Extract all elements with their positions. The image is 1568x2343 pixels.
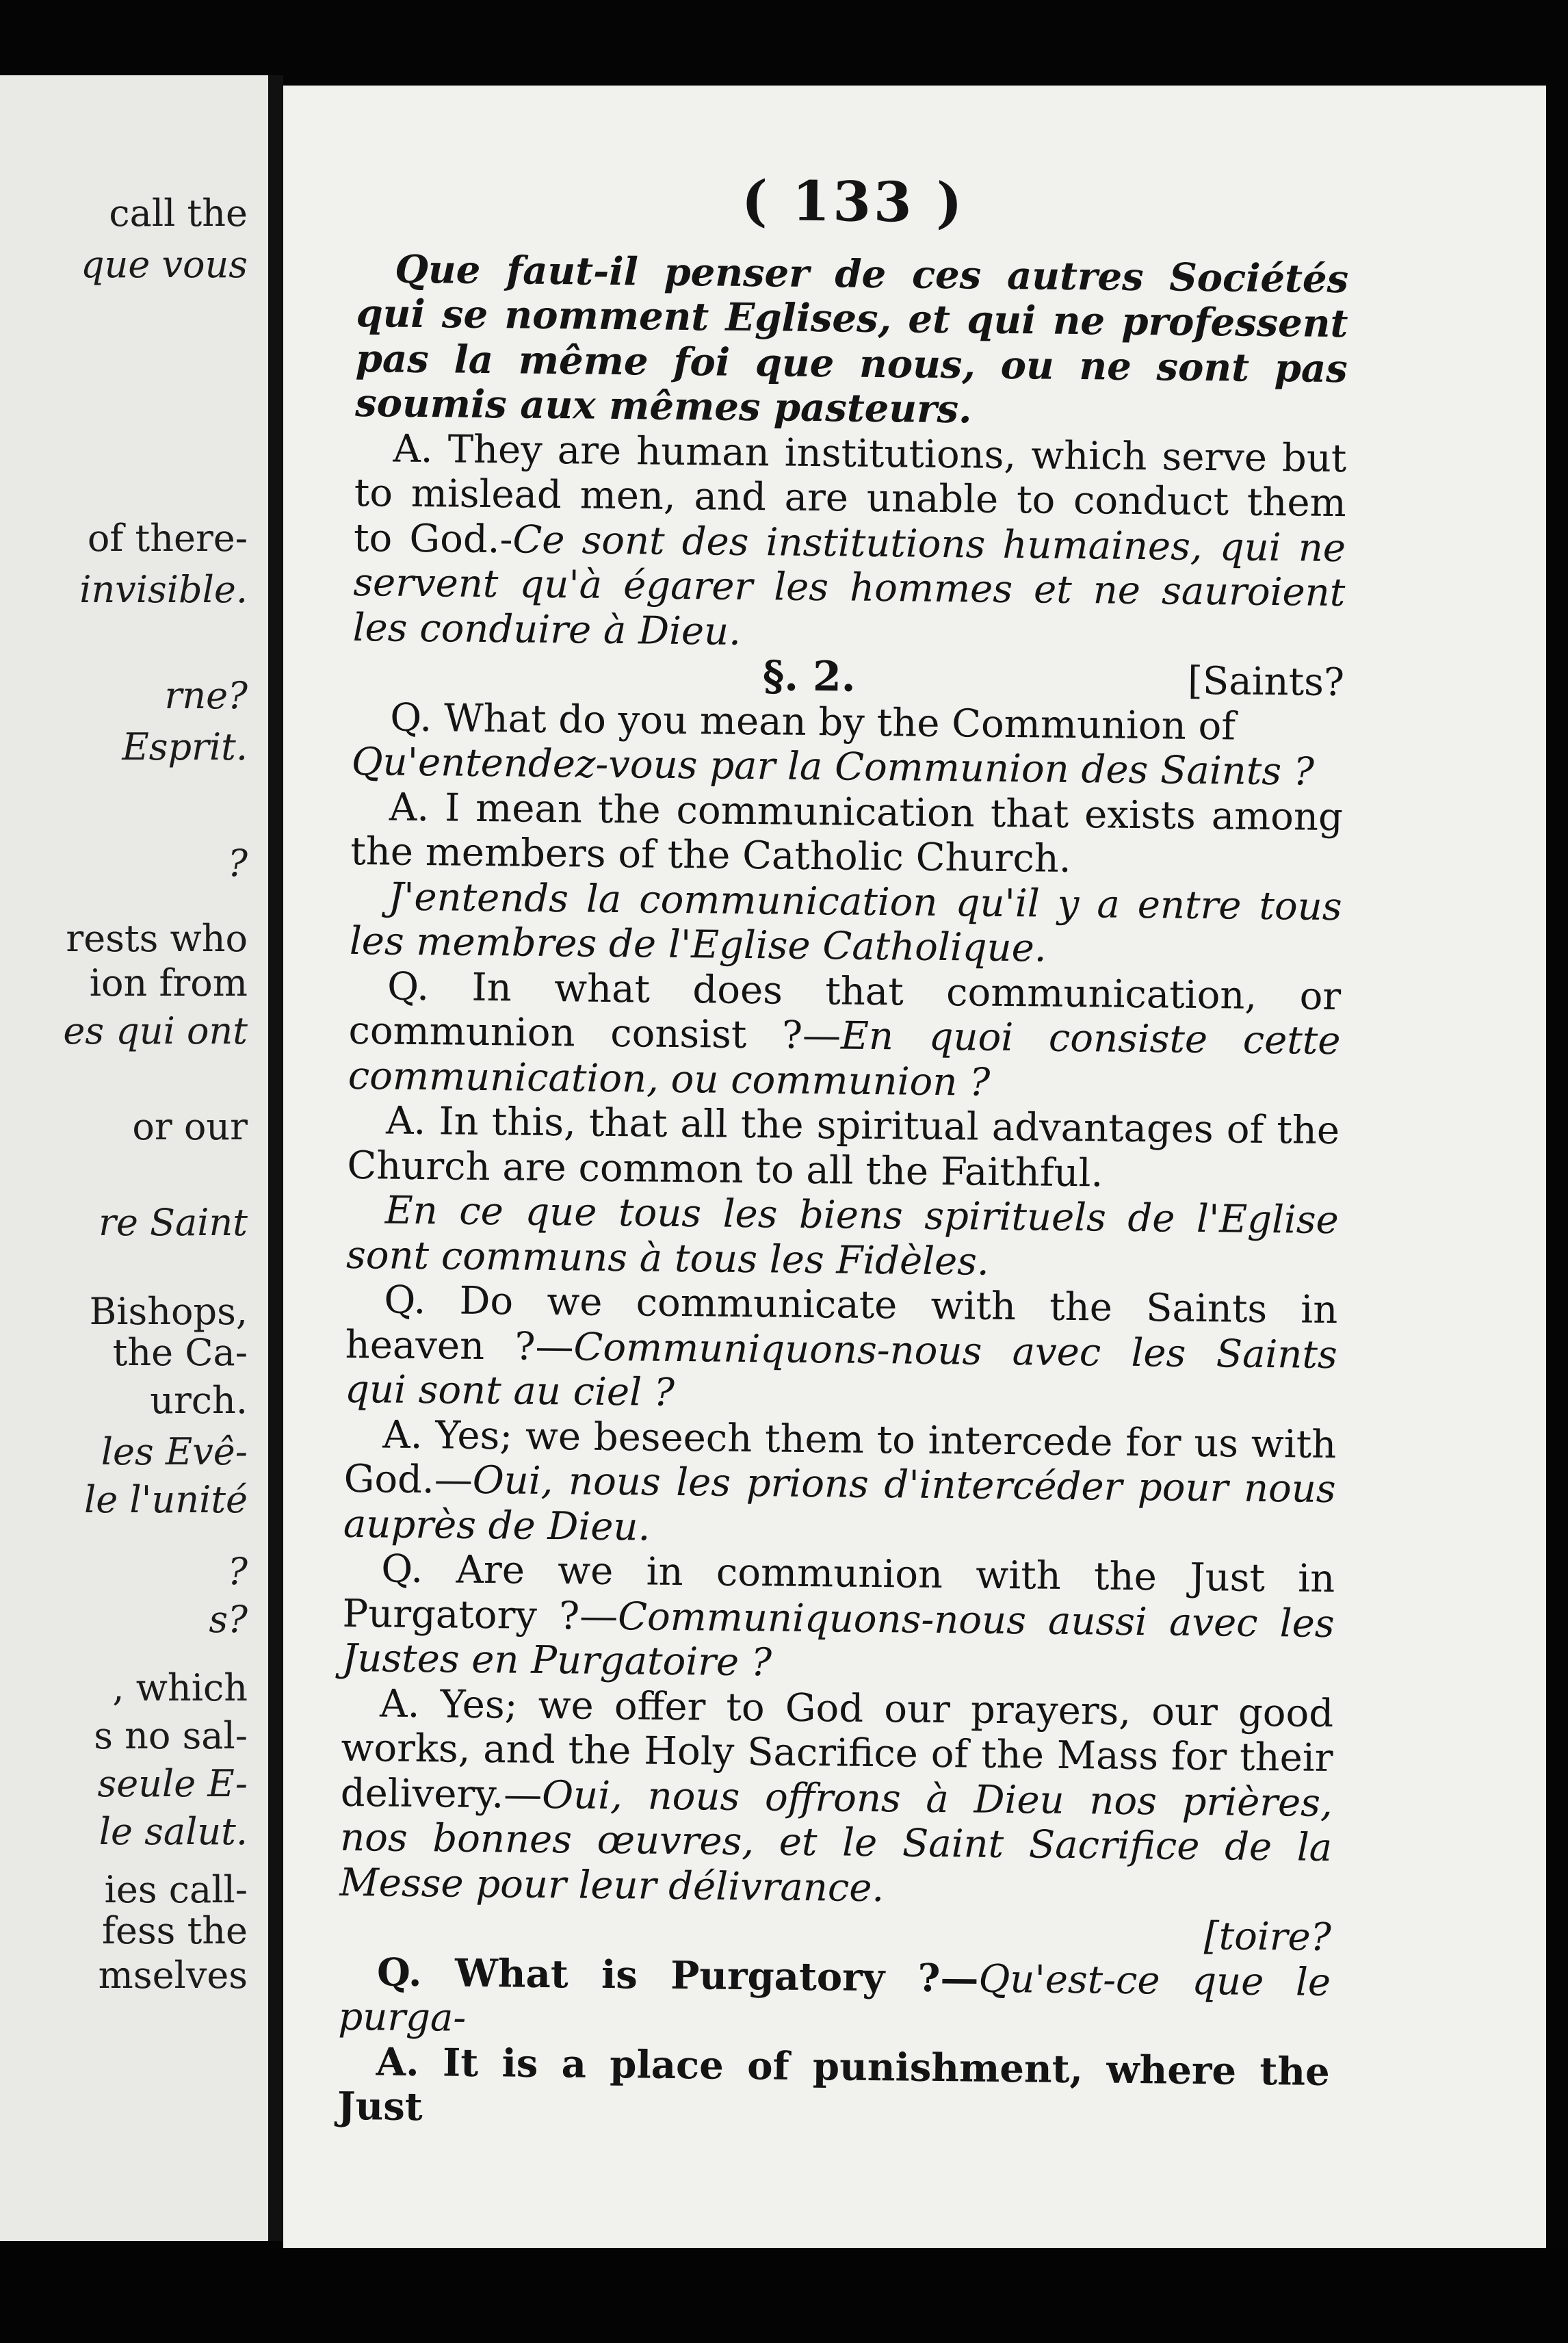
page-number: ( 133 )	[741, 168, 965, 235]
left-page-text-fragment: urch.	[150, 1379, 248, 1422]
answer: A. Yes; we beseech them to intercede for us with God.—Oui, nous les prions d'intercéder pour nous auprès de Dieu.	[343, 1412, 1337, 1550]
book-gutter	[268, 75, 283, 2241]
left-page-fragment	[0, 75, 268, 2241]
question: Q. What is Purgatory ?—Qu'est-ce que le purga-	[338, 1949, 1331, 2041]
left-page-text-fragment: ion from	[89, 961, 248, 1005]
left-page-text-fragment: ?	[228, 842, 248, 885]
left-page-text-fragment: Esprit.	[122, 725, 248, 768]
left-page-text-fragment: invisible.	[79, 568, 248, 611]
question: Q. Are we in communion with the Just in Purgatory ?—Communiquons-nous aussi avec les Justes en Purgatoire ?	[341, 1546, 1335, 1685]
answer-french: J'entends la communication qu'il y a entre tous les membres de l'Eglise Catholique.	[349, 875, 1342, 971]
left-page-text-fragment: ?	[228, 1550, 248, 1593]
left-page-text-fragment: s no sal-	[94, 1714, 248, 1757]
question: Q. What do you mean by the Communion of Qu'entendez-vous par la Communion des Saints ?	[351, 695, 1315, 794]
question: Q. In what does that communication, or communion consist ?—En quoi consiste cette communication, ou communion ?	[348, 964, 1342, 1105]
left-page-text-fragment: rests who	[66, 917, 248, 960]
left-page-text-fragment: call the	[109, 192, 248, 235]
page-text-block	[337, 86, 1350, 2140]
left-page-text-fragment: re Saint	[99, 1201, 248, 1244]
left-page-text-fragment: que vous	[81, 243, 248, 286]
left-page-text-fragment: mselves	[98, 1954, 248, 1997]
section-heading: §. 2. [Saints?	[762, 652, 1345, 706]
answer: A. I mean the communication that exists among the members of the Catholic Church.	[350, 785, 1344, 881]
left-page-text-fragment: Bishops,	[89, 1290, 248, 1333]
answer: A. Yes; we offer to God our prayers, our good works, and the Holy Sacrifice of the Mass for their delivery.—Oui, nous offrons à Dieu nos prières, nos bonnes œuvres, et le Saint Sacrifice de la Messe pour leur délivrance.	[339, 1681, 1334, 1911]
answer-french: En ce que tous les biens spirituels de l'Eglise sont communs à tous les Fidèles.	[345, 1188, 1340, 1284]
question: Q. Do we communicate with the Saints in heaven ?—Communiquons-nous avec les Saints qui sont au ciel ?	[344, 1278, 1338, 1415]
left-page-text-fragment: les Evê-	[101, 1430, 248, 1473]
scan-background	[0, 2248, 1568, 2343]
left-page-text-fragment: le salut.	[99, 1810, 248, 1853]
left-page-text-fragment: rne?	[164, 674, 248, 717]
answer: A. They are human institutions, which serve but to mislead men, and are unable to conduct them to God.-Ce sont des institutions humaines, qui ne servent qu'à égarer les hommes et ne sauroient les conduire à Dieu.	[352, 426, 1347, 654]
left-page-text-fragment: ies call-	[104, 1868, 248, 1911]
answer: A. In this, that all the spiritual advantages of the Church are common to all the Faithful.	[347, 1098, 1340, 1195]
left-page-text-fragment: fess the	[102, 1909, 248, 1952]
left-page-text-fragment: or our	[132, 1105, 248, 1148]
left-page-text-fragment: , which	[112, 1666, 248, 1709]
question-french: Que faut-il penser de ces autres Sociétés qui se nomment Eglises, et qui ne professent pas la même foi que nous, ou ne sont pas soumis aux mêmes pasteurs.	[354, 246, 1349, 432]
left-page-text-fragment: es qui ont	[63, 1009, 248, 1052]
catchword: [Saints?	[1187, 658, 1345, 706]
left-page-text-fragment: seule E-	[97, 1762, 248, 1805]
left-page-text-fragment: le l'unité	[84, 1478, 248, 1521]
left-page-text-fragment: the Ca-	[112, 1331, 248, 1374]
right-page	[283, 86, 1546, 2248]
catchword: [toire?	[1203, 1914, 1332, 1960]
left-page-text-fragment: of there-	[87, 517, 248, 560]
left-page-text-fragment: s?	[209, 1598, 248, 1641]
answer: A. It is a place of punishment, where the Just	[337, 2038, 1331, 2130]
